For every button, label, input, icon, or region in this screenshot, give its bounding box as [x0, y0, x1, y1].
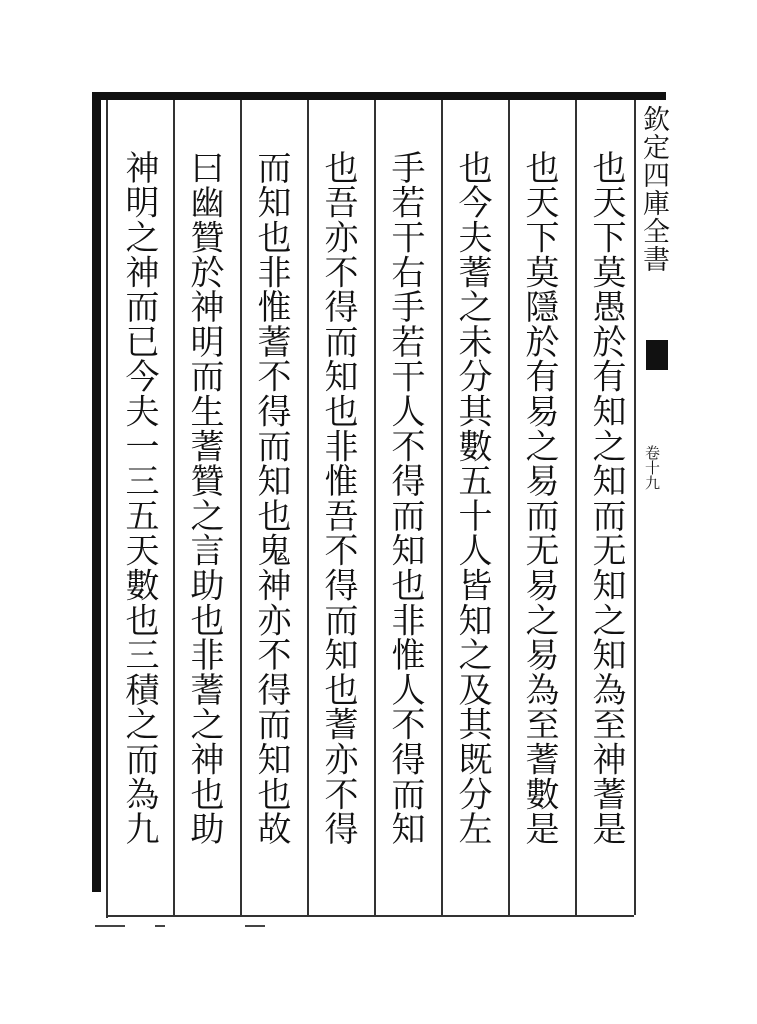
margin-volume-label: 卷十九 — [643, 445, 661, 490]
text-column-6: 而知也非惟蓍不得而知也鬼神亦不得而知也故 — [251, 150, 291, 846]
scan-marks — [95, 925, 295, 939]
fishtail-mark — [646, 340, 668, 370]
scan-mark — [155, 925, 165, 927]
top-border — [92, 92, 666, 100]
text-column-5: 也吾亦不得而知也非惟吾不得而知也蓍亦不得 — [318, 150, 358, 846]
text-column-3: 也今夫蓍之未分其數五十人皆知之及其既分左 — [452, 150, 492, 846]
scan-mark — [95, 925, 125, 927]
text-column-2: 也天下莫隱於有易之易而无易之易為至蓍數是 — [519, 150, 559, 846]
text-column-8: 神明之神而已今夫一三五天數也三積之而為九 — [119, 150, 159, 846]
text-column-1: 也天下莫愚於有知之知而无知之知為至神蓍是 — [586, 150, 626, 846]
text-column-7: 曰幽贊於神明而生蓍贊之言助也非蓍之神也助 — [184, 150, 224, 846]
scan-mark — [245, 925, 265, 927]
text-column-4: 手若干右手若干人不得而知也非惟人不得而知 — [385, 150, 425, 846]
margin-book-title: 欽定四庫全書 — [638, 105, 669, 273]
left-border — [92, 92, 101, 892]
